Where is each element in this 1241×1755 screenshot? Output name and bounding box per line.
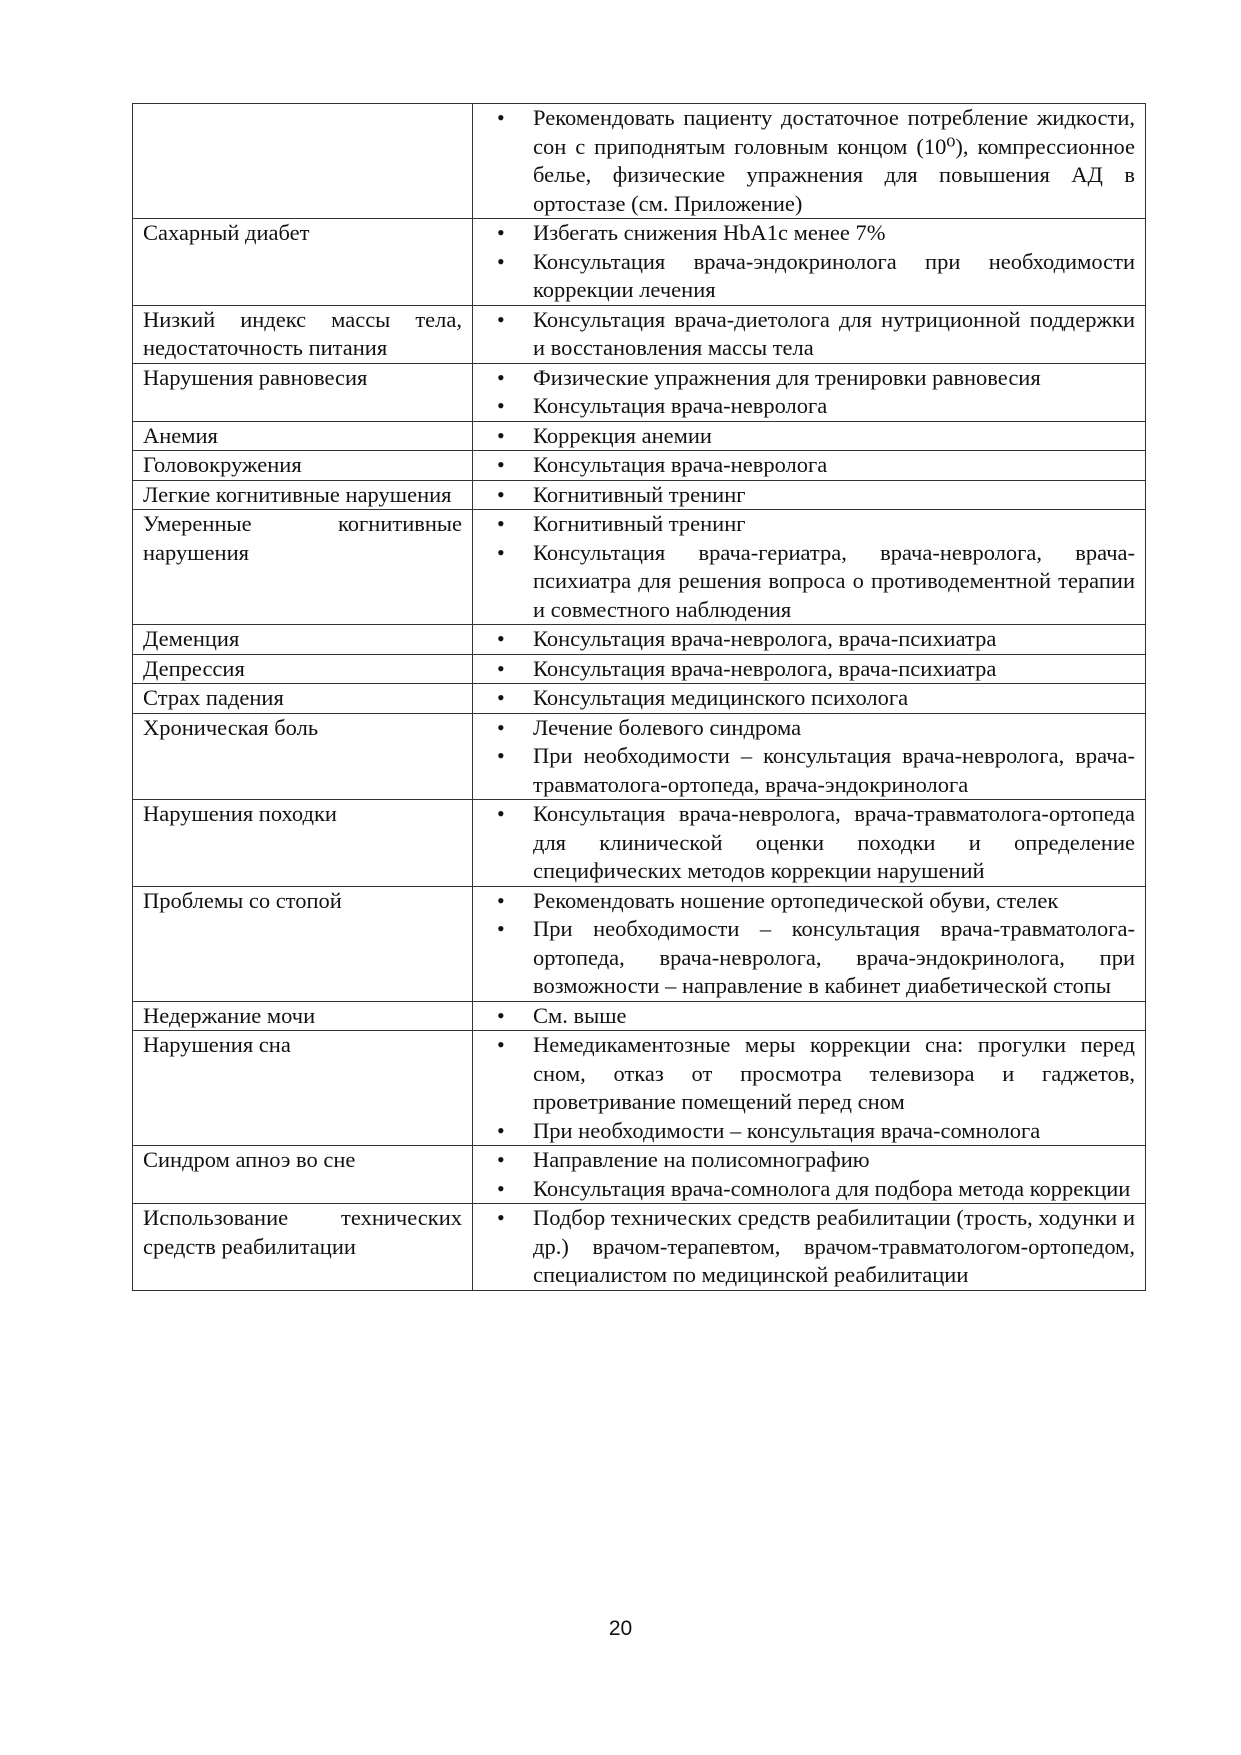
table-row	[133, 625, 1146, 655]
table-body	[133, 104, 1146, 1291]
recommendation-cell	[473, 1031, 1146, 1146]
recommendation-cell	[473, 305, 1146, 363]
recommendations-table	[132, 103, 1146, 1291]
table-row	[133, 305, 1146, 363]
recommendation-item: • Консультация медицинского психолога	[533, 684, 1135, 713]
recommendation-item: • Коррекция анемии	[533, 422, 1135, 451]
table-row	[133, 451, 1146, 481]
recommendation-cell	[473, 684, 1146, 714]
table-row	[133, 886, 1146, 1001]
recommendation-cell	[473, 363, 1146, 421]
recommendation-list	[483, 481, 1135, 510]
recommendation-item: • Консультация врача-эндокринолога при необходимости коррекции лечения	[533, 248, 1135, 305]
recommendation-list	[483, 104, 1135, 218]
recommendation-item: • При необходимости – консультация врача-травматолога-ортопеда, врача-невролога, врача-эндокринолога, при возможности – направление в кабинет диабетической стопы	[533, 915, 1135, 1001]
table-row	[133, 1204, 1146, 1291]
condition-cell: Головокружения	[133, 451, 473, 481]
recommendation-item: • Когнитивный тренинг	[533, 510, 1135, 539]
table-row	[133, 510, 1146, 625]
recommendation-cell	[473, 219, 1146, 306]
condition-cell: Страх падения	[133, 684, 473, 714]
recommendation-cell	[473, 510, 1146, 625]
table-row	[133, 219, 1146, 306]
recommendation-cell	[473, 654, 1146, 684]
condition-cell: Депрессия	[133, 654, 473, 684]
recommendation-list	[483, 1031, 1135, 1145]
recommendation-item: • При необходимости – консультация врача-невролога, врача-травматолога-ортопеда, врача-эндокринолога	[533, 742, 1135, 799]
condition-cell: Легкие когнитивные нарушения	[133, 480, 473, 510]
table-row	[133, 1146, 1146, 1204]
recommendation-item: • Подбор технических средств реабилитации (трость, ходунки и др.) врачом-терапевтом, врачом-травматологом-ортопедом, специалистом по медицинской реабилитации	[533, 1204, 1135, 1290]
condition-cell: Деменция	[133, 625, 473, 655]
condition-cell: Нарушения сна	[133, 1031, 473, 1146]
recommendation-cell	[473, 451, 1146, 481]
recommendation-cell	[473, 1001, 1146, 1031]
condition-cell: Проблемы со стопой	[133, 886, 473, 1001]
condition-cell: Хроническая боль	[133, 713, 473, 800]
table-row	[133, 480, 1146, 510]
page-number: 20	[608, 1617, 633, 1640]
recommendation-item: • Лечение болевого синдрома	[533, 714, 1135, 743]
recommendation-item: • Консультация врача-невролога	[533, 451, 1135, 480]
condition-cell: Синдром апноэ во сне	[133, 1146, 473, 1204]
recommendation-item: • Консультация врача-сомнолога для подбора метода коррекции	[533, 1175, 1135, 1204]
condition-cell: Недержание мочи	[133, 1001, 473, 1031]
recommendation-item: • Консультация врача-невролога, врача-травматолога-ортопеда для клинической оценки походки и определение специфических методов коррекции нарушений	[533, 800, 1135, 886]
recommendation-cell	[473, 421, 1146, 451]
table-row	[133, 654, 1146, 684]
table-row	[133, 421, 1146, 451]
condition-cell: Использование технических средств реабилитации	[133, 1204, 473, 1291]
recommendation-cell	[473, 800, 1146, 887]
recommendation-list	[483, 1002, 1135, 1031]
recommendation-item: • Избегать снижения HbA1c менее 7%	[533, 219, 1135, 248]
condition-cell: Нарушения равновесия	[133, 363, 473, 421]
table-row	[133, 1001, 1146, 1031]
recommendation-item: • Направление на полисомнографию	[533, 1146, 1135, 1175]
recommendation-item: • Рекомендовать пациенту достаточное потребление жидкости, сон с приподнятым головным концом (10⁰), компрессионное белье, физические упражнения для повышения АД в ортостазе (см. Приложение)	[533, 104, 1135, 218]
recommendation-item: • При необходимости – консультация врача-сомнолога	[533, 1117, 1135, 1146]
recommendation-list	[483, 625, 1135, 654]
recommendation-item: • Немедикаментозные меры коррекции сна: прогулки перед сном, отказ от просмотра телевизора и гаджетов, проветривание помещений перед сном	[533, 1031, 1135, 1117]
recommendation-item: • Консультация врача-невролога, врача-психиатра	[533, 625, 1135, 654]
recommendation-cell	[473, 1204, 1146, 1291]
recommendation-item: • Когнитивный тренинг	[533, 481, 1135, 510]
recommendation-list	[483, 684, 1135, 713]
recommendation-list	[483, 714, 1135, 800]
recommendation-list	[483, 451, 1135, 480]
recommendation-list	[483, 887, 1135, 1001]
recommendation-list	[483, 1204, 1135, 1290]
condition-cell: Сахарный диабет	[133, 219, 473, 306]
condition-cell: Анемия	[133, 421, 473, 451]
recommendation-item: • Консультация врача-диетолога для нутриционной поддержки и восстановления массы тела	[533, 306, 1135, 363]
recommendation-list	[483, 800, 1135, 886]
condition-cell	[133, 104, 473, 219]
recommendation-item: • Консультация врача-невролога, врача-психиатра	[533, 655, 1135, 684]
recommendation-item: • См. выше	[533, 1002, 1135, 1031]
recommendation-cell	[473, 1146, 1146, 1204]
condition-cell: Нарушения походки	[133, 800, 473, 887]
recommendation-list	[483, 364, 1135, 421]
recommendation-list	[483, 1146, 1135, 1203]
recommendation-cell	[473, 104, 1146, 219]
recommendation-list	[483, 510, 1135, 624]
condition-cell: Умеренные когнитивные нарушения	[133, 510, 473, 625]
recommendation-item: • Физические упражнения для тренировки равновесия	[533, 364, 1135, 393]
recommendation-cell	[473, 713, 1146, 800]
condition-cell: Низкий индекс массы тела, недостаточность питания	[133, 305, 473, 363]
table-row	[133, 713, 1146, 800]
table-row	[133, 104, 1146, 219]
table-row	[133, 363, 1146, 421]
table-row	[133, 684, 1146, 714]
recommendation-item: • Рекомендовать ношение ортопедической обуви, стелек	[533, 887, 1135, 916]
recommendation-cell	[473, 480, 1146, 510]
recommendation-item: • Консультация врача-невролога	[533, 392, 1135, 421]
table-row	[133, 800, 1146, 887]
recommendation-list	[483, 219, 1135, 305]
table-row	[133, 1031, 1146, 1146]
recommendation-item: • Консультация врача-гериатра, врача-невролога, врача-психиатра для решения вопроса о противодементной терапии и совместного наблюдения	[533, 539, 1135, 625]
recommendation-list	[483, 306, 1135, 363]
recommendation-list	[483, 655, 1135, 684]
recommendation-list	[483, 422, 1135, 451]
recommendation-cell	[473, 886, 1146, 1001]
recommendation-cell	[473, 625, 1146, 655]
